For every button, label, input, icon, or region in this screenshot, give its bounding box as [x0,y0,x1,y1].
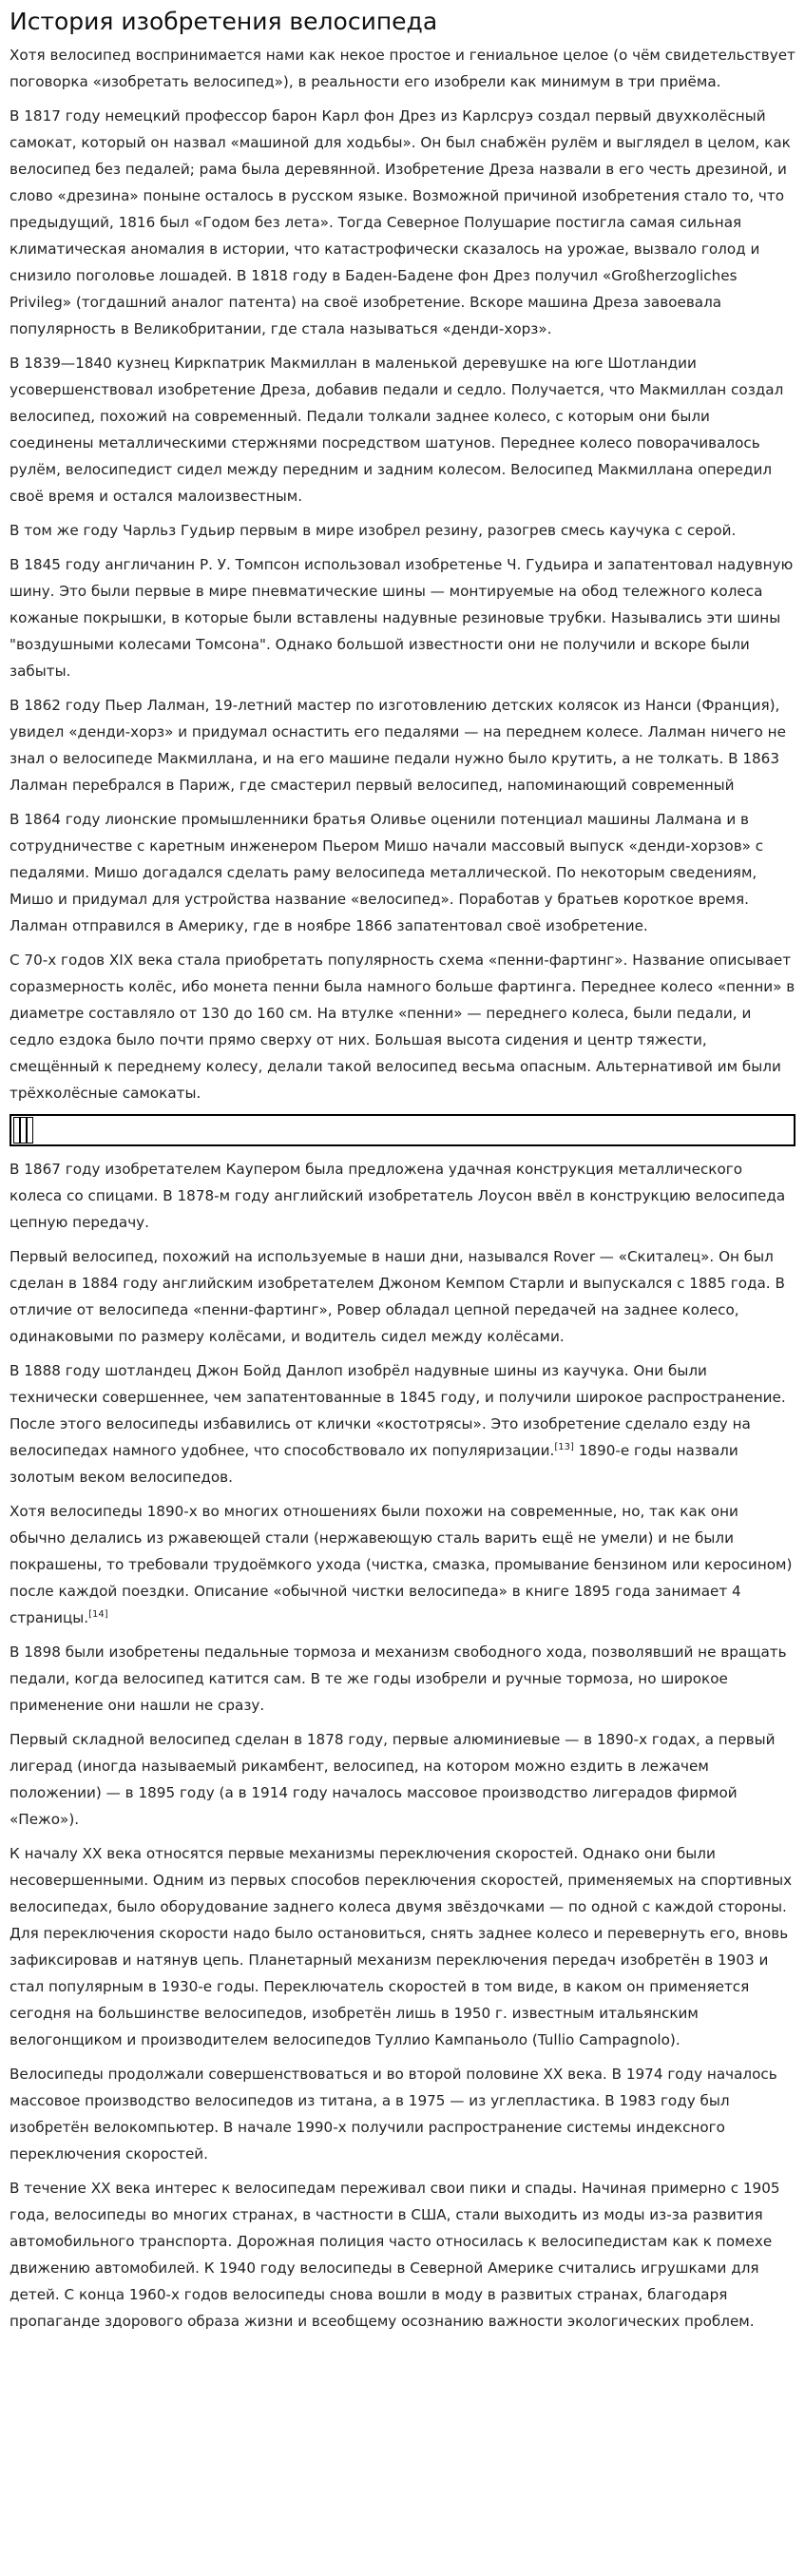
paragraph-popularity: В течение XX века интерес к велосипедам переживал свои пики и спады. Начиная примерно с 1905 года, велосипеды во многих странах, в частности в США, стали выходить из моды из-за развития автомобильного транспорта. Дорожная полиция часто относилась к велосипедистам как к помехе движению автомобилей. К 1940 году велосипеды в Северной Америке считались игрушками для детей. С конца 1960-х годов велосипеды снова вошли в моду в развитых странах, благодаря пропаганде здорового образа жизни и всеобщему осознанию важности экологических проблем. [10,2180,780,2330]
paragraph-rover: Первый велосипед, похожий на используемые в наши дни, назывался Rover — «Скиталец». Он был сделан в 1884 году английским изобретателем Джоном Кемпом Старли и выпускался с 1885 года. В отличие от велосипеда «пенни-фартинг», Ровер обладал цепной передачей на заднее колесо, одинаковыми по размеру колёсами, и водитель сидел между колёсами. [10,1248,785,1345]
paragraph-gears: К началу XX века относятся первые механизмы переключения скоростей. Однако они были несовершенными. Одним из первых способов переключения скоростей, применяемых на спортивных велосипедах, было оборудование заднего колеса двумя звёздочками — по одной с каждой стороны. Для переключения скорости надо было остановиться, снять заднее колесо и перевернуть его, вновь зафиксировав и натянув цепь. Планетарный механизм переключения передач изобретён в 1903 и стал популярным в 1930-е годы. Переключатель скоростей в том виде, в каком он применяется сегодня на большинстве велосипедов, изобретён лишь в 1950 г. известным итальянским велогонщиком и производителем велосипедов Туллио Кампаньоло (Tullio Campagnolo). [10,1845,793,2048]
paragraph-penny-farthing: С 70-х годов XIX века стала приобретать популярность схема «пенни-фартинг». Название описывает соразмерность колёс, ибо монета пенни была намного больше фартинга. Переднее колесо «пенни» в диаметре составляло от 130 до 160 см. На втулке «пенни» — переднего колеса, были педали, и седло ездока было почти прямо сверху от них. Большая высота сидения и центр тяжести, смещённый к переднему колесу, делали такой велосипед весьма опасным. Альтернативой им были трёхколёсные самокаты. [10,952,795,1102]
paragraph-macmillan: В 1839—1840 кузнец Киркпатрик Макмиллан в маленькой деревушке на юге Шотландии усовершенствовал изобретение Дреза, добавив педали и седло. Получается, что Макмиллан создал велосипед, похожий на современный. Педали толкали заднее колесо, с которым они были соединены металлическими стержнями посредством шатунов. Переднее колесо поворачивалось рулём, велосипедист сидел между передним и задним колесом. Велосипед Макмиллана опередил своё время и остался малоизвестным. [10,355,784,505]
paragraph-dunlop-text: В 1888 году шотландец Джон Бойд Данлоп изобрёл надувные шины из каучука. Они были технически совершеннее, чем запатентованные в 1845 году, и получили широкое распространение. После этого велосипеды избавились от клички «костотрясы». Это изобретение сделало езду на велосипедах намного удобнее, что способствовало их популяризации. [10,1362,786,1459]
toolbar-box[interactable] [27,1117,33,1144]
paragraph-folding: Первый складной велосипед сделан в 1878 году, первые алюминиевые — в 1890-х годах, а первый лигерад (иногда называемый рикамбент, велосипед, на котором можно ездить в лежачем положении) — в 1895 году (а в 1914 году началось массовое производство лигерадов фирмой «Пежо»). [10,1731,776,1828]
paragraph-goodyear: В том же году Чарльз Гудьир первым в мире изобрел резину, разогрев смесь каучука с серой. [10,522,737,539]
paragraph-1890s-text: Хотя велосипеды 1890-х во многих отношениях были похожи на современные, но, так как они обычно делались из ржавеющей стали (нержавеющую сталь варить ещё не умели) и не были покрашены, то требовали трудоёмкого ухода (чистка, смазка, промывание бензином или керосином) после каждой поездки. Описание «обычной чистки велосипеда» в книге 1895 года занимает 4 страницы. [10,1503,793,1626]
paragraph-thompson: В 1845 году англичанин Р. У. Томпсон использовал изобретенье Ч. Гудьира и запатентовал надувную шину. Это были первые в мире пневматические шины — монтируемые на обод тележного колеса кожаные покрышки, в которые были вставлены надувные резиновые трубки. Назывались эти шины "воздушными колесами Томсона". Однако большой известности они не получили и вскоре были забыты. [10,556,794,680]
reference-link[interactable]: [13] [554,1441,574,1452]
toolbar-box[interactable] [20,1117,27,1144]
paragraph-late-20th: Велосипеды продолжали совершенствоваться и во второй половине XX века. В 1974 году началось массовое производство велосипедов из титана, а в 1975 — из углепластика. В 1983 году был изобретён велокомпьютер. В начале 1990-х получили распространение системы индексного переключения скоростей. [10,2066,777,2163]
paragraph-drais: В 1817 году немецкий профессор барон Карл фон Дрез из Карлсруэ создал первый двухколёсный самокат, который он назвал «машиной для ходьбы». Он был снабжён рулём и выглядел в целом, как велосипед без педалей; рама была деревянной. Изобретение Дреза назвали в его честь дрезиной, и слово «дрезина» поныне осталось в русском языке. Возможной причиной изобретения стало то, что предыдущий, 1816 был «Годом без лета». Тогда Северное Полушарие постигла самая сильная климатическая аномалия в истории, что катастрофически сказалось на урожае, вызвало голод и снизило поголовье лошадей. В 1818 году в Баден-Бадене фон Дрез получил «Großherzogliches Privileg» (тогдашний аналог патента) на своё изобретение. Вскоре машина Дреза завоевала популярность в Великобритании, где стала называться «денди-хорз». [10,107,791,337]
paragraph-lallement: В 1862 году Пьер Лалман, 19-летний мастер по изготовлению детских колясок из Нанси (Франция), увидел «денди-хорз» и придумал оснастить его педалями — на переднем колесе. Лалман ничего не знал о велосипеде Макмиллана, и на его машине педали нужно было крутить, а не толкать. В 1863 Лалман перебрался в Париж, где смастерил первый велосипед, напоминающий современный [10,697,786,794]
paragraph-cowper: В 1867 году изобретателем Каупером была предложена удачная конструкция металлического колеса со спицами. В 1878-м году английский изобретатель Лоусон ввёл в конструкцию велосипеда цепную передачу. [10,1161,786,1231]
paragraph-dunlop [10,1357,795,1490]
paragraph-brakes: В 1898 были изобретены педальные тормоза и механизм свободного хода, позволявший не вращать педали, когда велосипед катится сам. В те же годы изобрели и ручные тормоза, но широкое применение они нашли не сразу. [10,1644,787,1714]
paragraph-dunlop-tail: 1890-е годы назвали золотым веком велосипедов. [10,1442,738,1486]
embedded-toolbar [10,1114,795,1146]
paragraph-intro: Хотя велосипед воспринимается нами как некое простое и гениальное целое (о чём свидетельствует поговорка «изобретать велосипед»), в реальности его изобрели как минимум в три приёма. [10,47,795,90]
paragraph-michaux: В 1864 году лионские промышленники братья Оливье оценили потенциал машины Лалмана и в сотрудничестве с каретным инженером Пьером Мишо начали массовый выпуск «денди-хорзов» с педалями. Мишо догадался сделать раму велосипеда металлической. По некоторым сведениям, Мишо и придумал для устройства название «велосипед». Поработав у братьев короткое время. Лалман отправился в Америку, где в ноябре 1866 запатентовал своё изобретение. [10,811,764,934]
toolbar-box[interactable] [13,1117,20,1144]
paragraph-1890s [10,1498,795,1631]
reference-link[interactable]: [14] [88,1608,108,1620]
page-title: История изобретения велосипеда [10,8,438,35]
